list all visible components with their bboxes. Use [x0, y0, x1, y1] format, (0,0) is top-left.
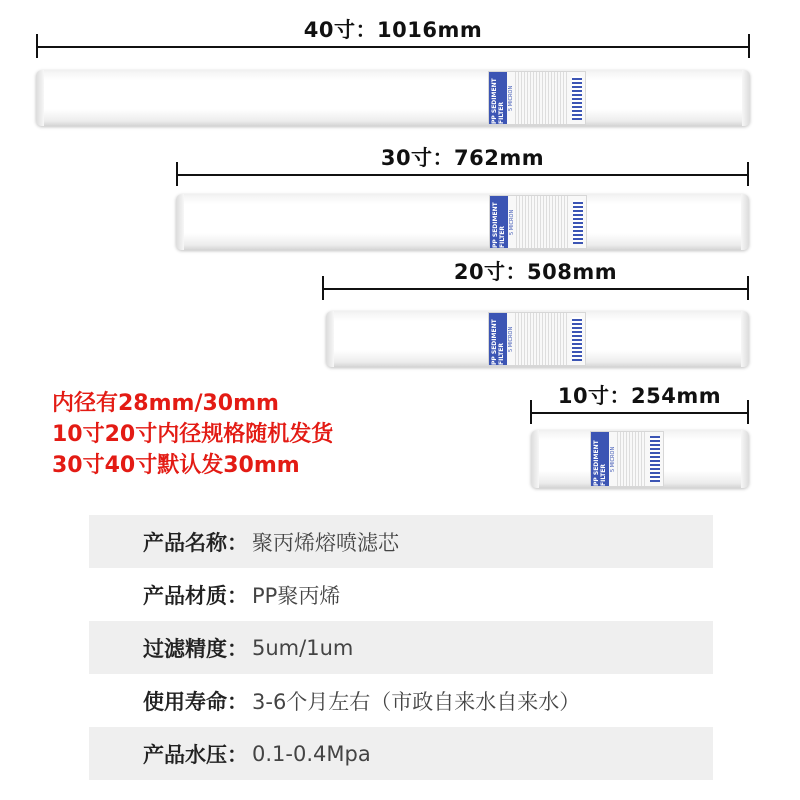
inner-diameter-note: [52, 388, 333, 481]
dimension-20: [322, 256, 749, 296]
dimension-label-10: 10寸：254mm: [557, 384, 722, 408]
spec-value: 0.1-0.4Mpa: [252, 741, 371, 766]
note-line-2: 10寸20寸内径规格随机发货: [52, 422, 334, 447]
filter-sticker: PP SEDIMENT FILTER 5 MICRON: [590, 431, 664, 487]
filter-cartridge-40: [36, 70, 750, 126]
spec-key: 过滤精度：: [143, 636, 248, 661]
filter-cartridge-30: [176, 194, 749, 250]
spec-row-name: [89, 515, 713, 568]
dimension-40: [36, 14, 750, 54]
spec-value: 聚丙烯熔喷滤芯: [252, 530, 399, 555]
spec-table: [89, 515, 713, 780]
spec-key: 产品材质：: [143, 583, 248, 608]
dimension-line: [530, 412, 749, 414]
spec-row-precision: [89, 621, 713, 674]
dimension-label-20: 20寸：508mm: [453, 260, 618, 284]
spec-key: 使用寿命：: [143, 689, 248, 714]
dimension-line: [36, 46, 750, 48]
flag-icon: [573, 200, 583, 244]
flag-icon: [572, 76, 582, 120]
dimension-label-40: 40寸：1016mm: [303, 18, 483, 42]
note-line-3: 30寸40寸默认发30mm: [52, 453, 300, 478]
flag-icon: [572, 317, 582, 361]
spec-key: 产品名称：: [143, 530, 248, 555]
filter-sticker: PP SEDIMENT FILTER 5 MICRON: [488, 71, 586, 125]
spec-value: 5um/1um: [252, 635, 354, 660]
flag-icon: [650, 436, 660, 482]
spec-value: 3-6个月左右（市政自来水自来水）: [252, 689, 581, 714]
dimension-line: [322, 288, 749, 290]
filter-cartridge-10: [531, 430, 749, 488]
spec-value: PP聚丙烯: [252, 583, 341, 608]
spec-row-lifespan: [89, 674, 713, 727]
spec-key: 产品水压：: [143, 742, 248, 767]
filter-sticker: PP SEDIMENT FILTER 5 MICRON: [488, 312, 586, 366]
dimension-30: [176, 142, 749, 182]
note-line-1: 内径有28mm/30mm: [52, 391, 279, 416]
spec-row-material: [89, 568, 713, 621]
filter-sticker: PP SEDIMENT FILTER 5 MICRON: [489, 195, 587, 249]
dimension-10: [530, 380, 749, 420]
spec-row-pressure: [89, 727, 713, 780]
dimension-line: [176, 174, 749, 176]
dimension-label-30: 30寸：762mm: [380, 146, 545, 170]
filter-cartridge-20: [326, 311, 749, 367]
